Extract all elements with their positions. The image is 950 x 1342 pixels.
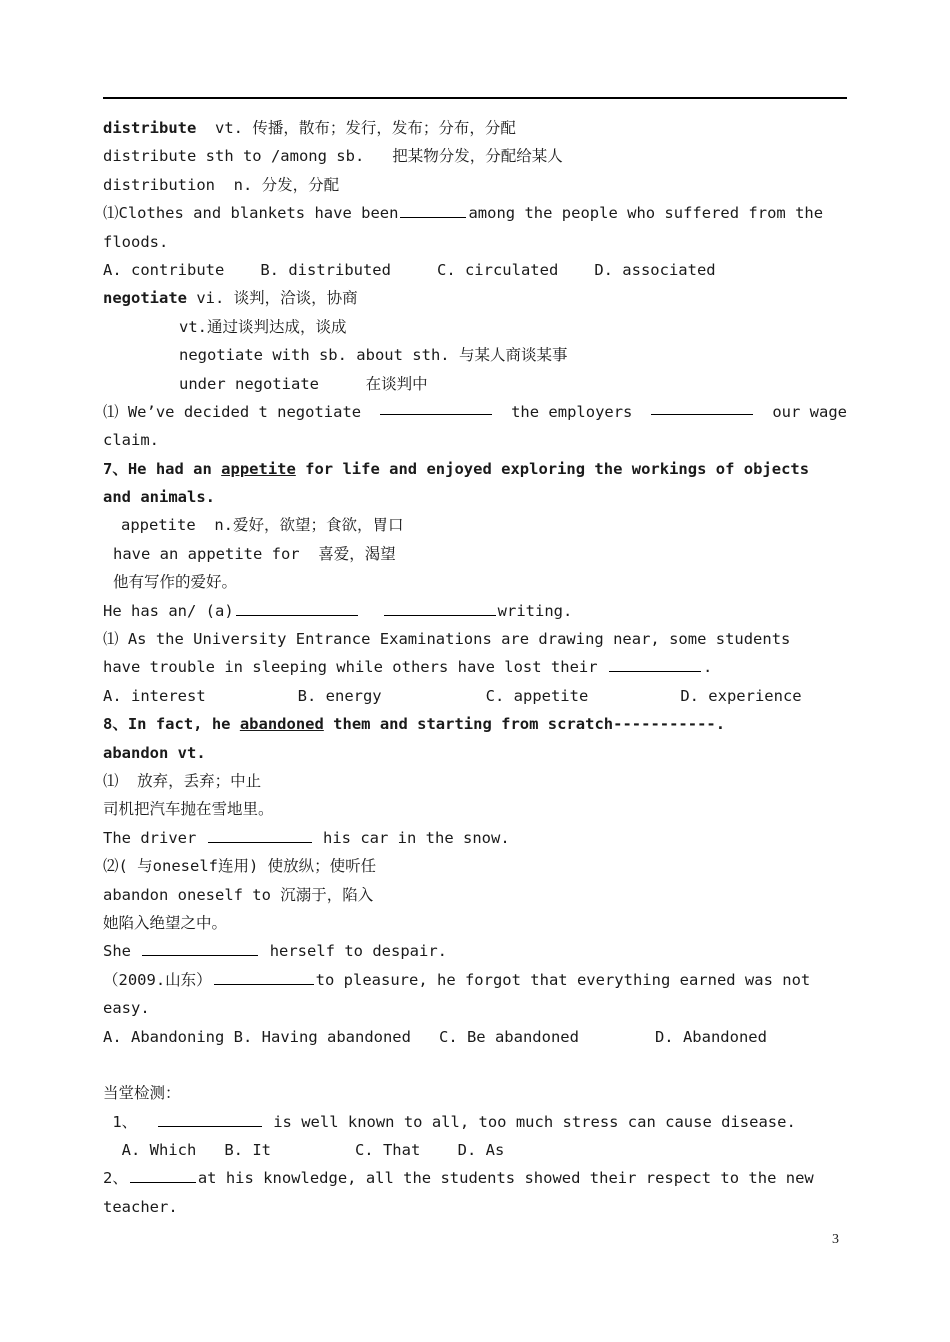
headword: distribute xyxy=(103,119,197,137)
answer-blank[interactable] xyxy=(130,1166,196,1183)
answer-blank[interactable] xyxy=(384,599,496,616)
answer-blank[interactable] xyxy=(236,599,358,616)
item8-question: （2009.山东） to pleasure, he forgot that everything earned was not xyxy=(103,966,847,994)
negotiate-entry: negotiate vi. 谈判，洽谈，协商 xyxy=(103,289,358,308)
check-options-1: A. Which B. It C. That D. As xyxy=(121,1141,505,1160)
answer-blank[interactable] xyxy=(214,968,314,985)
item7-question: have trouble in sleeping while others have lost their . xyxy=(103,653,847,681)
answer-blank[interactable] xyxy=(142,939,258,956)
item7-heading: 7、He had an appetite for life and enjoyed exploring the workings of objects xyxy=(103,459,810,478)
answer-blank[interactable] xyxy=(651,398,753,415)
negotiate-question: ⑴ We’ve decided t negotiate the employers our wage xyxy=(103,398,847,426)
check-question-2: 2、 at his knowledge, all the students showed their respect to the new xyxy=(103,1164,847,1192)
document-body: distribute vt. 传播，散布；发行，发布；分布，分配 distribute sth to /among sb. 把某物分发，分配给某人 distribution n. 分发，分配 ⑴Clothes and blankets have been among the people who suffered from the floods. A. contribute B. distributed C. circulated D. associated negotiate vi. 谈判，洽谈，协商 vt.通过谈判达成，谈成 negotiate with sb. about sth. 与某人商谈某事 under negotiate 在谈判中 ⑴ We’ve decided t negotiate the employers our wage claim. 7、He had an appetite for life and enjoyed exploring the workings of objects and animals. appetite n.爱好，欲望；食欲，胃口 have an appetite for 喜爱，渴望 他有写作的爱好。 He has an/ (a) writing. ⑴ As the University Entrance Examinations are drawing near, some students have trouble in sleeping while others have lost their . A. interest B. energy C. appetite D. experience 8、In fact, he abandoned them and starting from scratch-----------. abandon vt. ⑴ 放弃，丢弃；中止 司机把汽车抛在雪地里。 The driver his car in the snow. ⑵( 与oneself连用) 使放纵；使听任 abandon oneself to 沉溺于，陷入 她陷入绝望之中。 She herself to despair. （2009.山东） to pleasure, he forgot that everything earned was not easy. A. Abandoning B. Having abandoned C. Be abandoned D. Abandoned 当堂检测： 1、 is well known to all, too much stress can cause disease. A. Which B. It C. That D. As 2、 at his knowledge, all the students showed their respect to the new teacher. xyxy=(103,114,847,1221)
item7-translation: He has an/ (a) writing. xyxy=(103,597,847,625)
page-number: 3 xyxy=(832,1232,839,1247)
distribute-options: A. contribute B. distributed C. circulated D. associated xyxy=(103,260,716,279)
answer-blank[interactable] xyxy=(400,201,466,218)
check-question-1: 1、 is well known to all, too much stress can cause disease. xyxy=(103,1108,847,1136)
answer-blank[interactable] xyxy=(208,826,312,843)
item8-translation-1: The driver his car in the snow. xyxy=(103,824,847,852)
headword: negotiate xyxy=(103,289,187,308)
item8-translation-2: She herself to despair. xyxy=(103,937,847,965)
distribute-entry: distribute vt. 传播，散布；发行，发布；分布，分配 xyxy=(103,119,516,137)
distribute-phrase: distribute sth to /among sb. 把某物分发，分配给某人 xyxy=(103,147,563,166)
item8-options: A. Abandoning B. Having abandoned C. Be abandoned D. Abandoned xyxy=(103,1027,767,1046)
item7-options: A. interest B. energy C. appetite D. experience xyxy=(103,686,802,705)
answer-blank[interactable] xyxy=(380,398,492,415)
top-rule xyxy=(103,97,847,99)
distribute-question: ⑴Clothes and blankets have been among the people who suffered from the xyxy=(103,199,847,227)
distribution-noun: distribution n. 分发，分配 xyxy=(103,175,340,194)
item8-heading: 8、In fact, he abandoned them and starting from scratch-----------. xyxy=(103,715,726,734)
answer-blank[interactable] xyxy=(158,1110,262,1127)
answer-blank[interactable] xyxy=(609,655,701,672)
section-title: 当堂检测： xyxy=(103,1084,181,1103)
